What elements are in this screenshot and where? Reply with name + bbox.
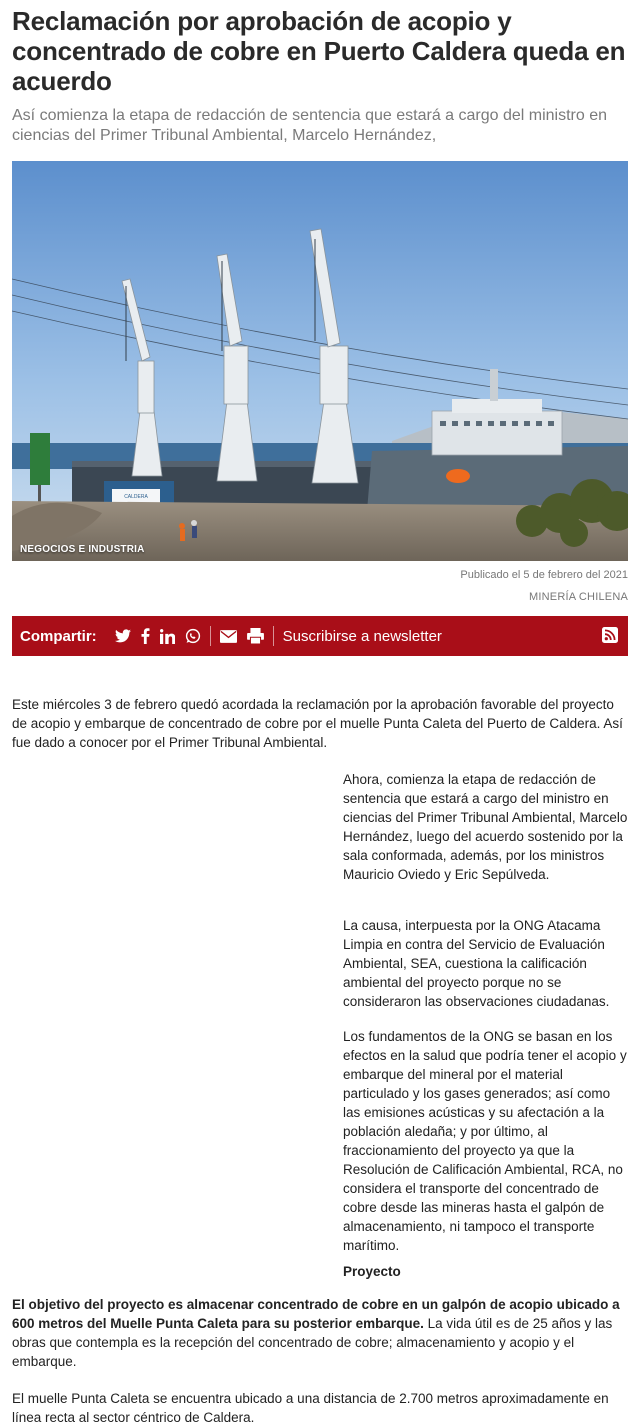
body-paragraph-3: La causa, interpuesta por la ONG Atacama Limpia en contra del Servicio de Evaluación Ambiental, SEA, cuestiona la calificación ambiental del proyecto porque no se consideraron las observaciones ciudadanas. bbox=[343, 917, 610, 1009]
whatsapp-icon[interactable] bbox=[185, 628, 201, 644]
share-divider-2 bbox=[273, 626, 274, 646]
body-paragraph-7: El muelle Punta Caleta se encuentra ubicado a una distancia de 2.700 metros aproximadamente en línea recta al sector céntrico de Caldera. bbox=[12, 1390, 609, 1425]
twitter-icon[interactable] bbox=[115, 629, 131, 643]
facebook-icon[interactable] bbox=[141, 628, 150, 644]
source-label[interactable]: MINERÍA CHILENA bbox=[529, 591, 628, 603]
port-photo bbox=[12, 161, 628, 561]
category-tag[interactable]: NEGOCIOS E INDUSTRIA bbox=[20, 544, 145, 555]
linkedin-icon[interactable] bbox=[160, 629, 175, 644]
article-title: Reclamación por aprobación de acopio y concentrado de cobre en Puerto Caldera queda en acuerdo bbox=[12, 6, 626, 96]
body-paragraph-6-bold: El objetivo del proyecto es almacenar concentrado de cobre en un galpón de acopio ubicado a 600 metros del Muelle Punta Caleta para su posterior embarque. bbox=[12, 1296, 620, 1331]
body-paragraph-1: Este miércoles 3 de febrero quedó acordada la reclamación por la aprobación favorable del proyecto de acopio y embarque de concentrado de cobre por el muelle Punta Caleta del Puerto de Caldera. Así fue dado a conocer por el Primer Tribunal Ambiental. bbox=[12, 696, 623, 750]
section-heading: Proyecto bbox=[343, 1263, 401, 1279]
share-icons bbox=[115, 628, 201, 644]
publish-date: Publicado el 5 de febrero del 2021 bbox=[460, 569, 628, 581]
share-divider bbox=[210, 626, 211, 646]
rss-icon[interactable] bbox=[602, 627, 618, 643]
article-subtitle: Así comienza la etapa de redacción de sentencia que estará a cargo del ministro en ciencias del Primer Tribunal Ambiental, Marcelo Hernández, bbox=[12, 107, 608, 144]
share-label: Compartir: bbox=[20, 627, 97, 645]
email-icon[interactable] bbox=[220, 630, 237, 643]
sign-logo-text: CALDERA bbox=[124, 494, 148, 500]
hero-image bbox=[12, 161, 628, 561]
newsletter-link[interactable]: Suscribirse a newsletter bbox=[282, 627, 442, 645]
body-paragraph-2: Ahora, comienza la etapa de redacción de sentencia que estará a cargo del ministro en ciencias del Primer Tribunal Ambiental, Marcelo Hernández, luego del acuerdo sostenido por la sala conformada, además, por los ministros Mauricio Oviedo y Eric Sepúlveda. bbox=[343, 771, 628, 882]
share-bar bbox=[12, 616, 628, 656]
body-paragraph-6 bbox=[12, 1295, 628, 1371]
body-paragraph-6-rest: La vida útil es de 25 años y las obras que contempla es la recepción del concentrado de cobre; almacenamiento y acopio y el embarque. bbox=[12, 1315, 613, 1369]
body-paragraph-4: Los fundamentos de la ONG se basan en los efectos en la salud que podría tener el acopio y embarque del mineral por el material particulado y los gases generados; así como las emisiones acústicas y su afectación a la población aledaña; y por último, al fraccionamiento del proyecto ya que la Resolución de Calificación Ambiental, RCA, no considera el transporte del concentrado de cobre desde las mineras hasta el galpón de almacenamiento, ni tampoco el transporte marítimo. bbox=[343, 1028, 627, 1253]
print-icon[interactable] bbox=[247, 628, 264, 644]
